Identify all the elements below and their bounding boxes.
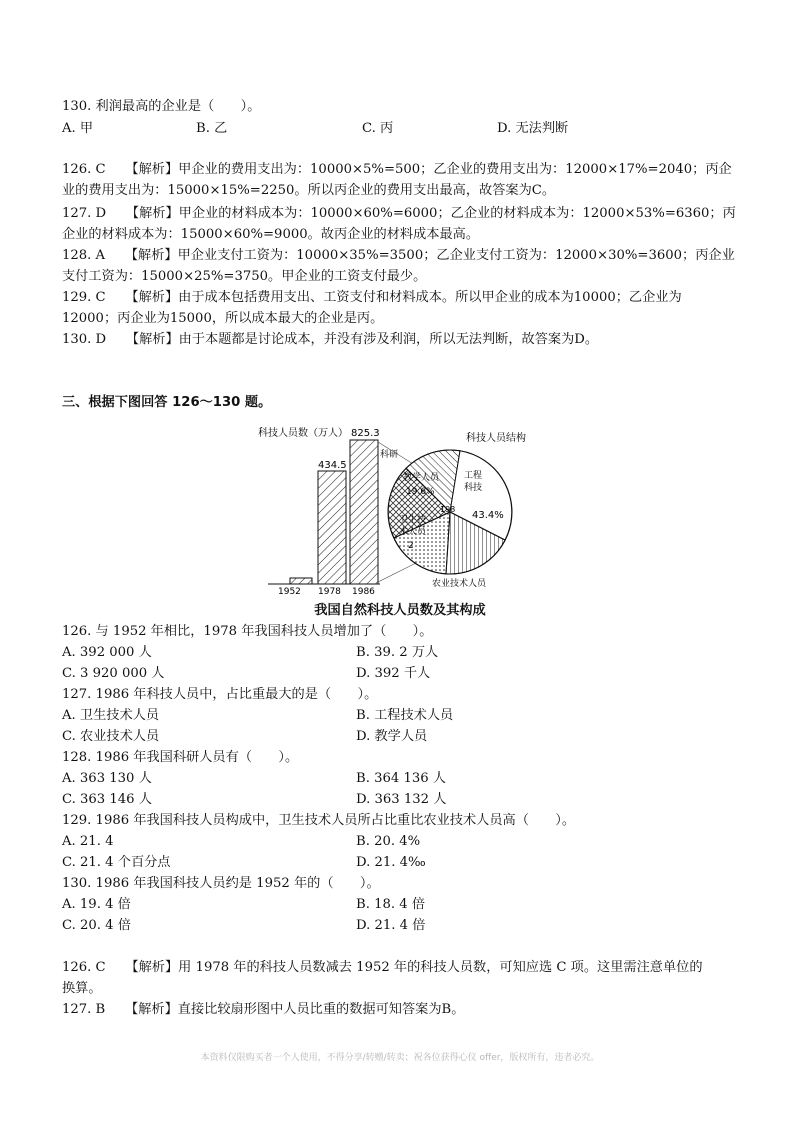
answer2-126-line2: 换算。 (62, 981, 102, 996)
copyright-footer: 本资料仅限购买者一个人使用，不得分享/转赠/转卖；祝各位获得心仪 offer，版权所有，违者必究。 (200, 1053, 600, 1063)
answer-127-line1: 127. D 【解析】甲企业的材料成本为：10000×60%=6000；乙企业的材料成本为：12000×53%=6360；丙 (62, 206, 736, 221)
pie-label-engineering-pct: 43.4% (472, 510, 504, 521)
option-b: B. 乙 (196, 121, 228, 136)
answer-126-line1: 126. C 【解析】甲企业的费用支出为：10000×5%=500；乙企业的费用支出为：12000×17%=2040；丙企 (62, 162, 732, 177)
section-title: 三、根据下图回答 126～130 题。 (62, 395, 272, 410)
pie-label-agriculture: 农业技术人员 (432, 579, 487, 589)
option-c: C. 丙 (362, 121, 394, 136)
bar-value-1986: 825.3 (351, 428, 380, 439)
q127-option-d: D. 教学人员 (356, 729, 428, 744)
q128-option-c: C. 363 146 人 (62, 792, 152, 807)
answer-126-line2: 业的费用支出为：15000×15%=2250。所以丙企业的费用支出最高，故答案为C。 (62, 183, 556, 198)
answer-130-line1: 130. D 【解析】由于本题都是讨论成本，并没有涉及利润，所以无法判断，故答案为D。 (62, 332, 599, 347)
connector-line-bottom (378, 562, 418, 582)
bar-chart-title: 科技人员数（万人） (258, 428, 348, 439)
q126-option-c: C. 3 920 000 人 (62, 666, 165, 681)
answer2-126-line1: 126. C 【解析】用 1978 年的科技人员数减去 1952 年的科技人员数，可知应选 C 项。这里需注意单位的 (62, 960, 703, 975)
bar-1978 (318, 471, 346, 584)
chart-figure (250, 412, 550, 597)
answer-129-line1: 129. C 【解析】由于成本包括费用支出、工资支付和材料成本。所以甲企业的成本为10000；乙企业为 (62, 290, 682, 305)
bar-year-1952: 1952 (278, 587, 301, 597)
q129-option-d: D. 21. 4‰ (356, 855, 426, 870)
answer2-127-line1: 127. B 【解析】直接比较扇形图中人员比重的数据可知答案为B。 (62, 1002, 465, 1017)
bar-1986 (350, 440, 378, 584)
q128-option-a: A. 363 130 人 (62, 771, 152, 786)
pie-label-teaching-pct: 19.6% (406, 487, 435, 497)
q126-option-a: A. 392 000 人 (62, 645, 152, 660)
option-a: A. 甲 (62, 121, 94, 136)
bar-year-1978: 1978 (318, 587, 341, 597)
q130-option-b: B. 18. 4 倍 (356, 897, 426, 912)
q127-option-a: A. 卫生技术人员 (62, 708, 160, 723)
pie-label-teaching: 教学人员 (403, 473, 440, 483)
bar-1952 (290, 578, 312, 584)
option-d: D. 无法判断 (497, 121, 569, 136)
q129-option-a: A. 21. 4 (62, 834, 114, 849)
q130-option-d: D. 21. 4 倍 (356, 918, 426, 933)
question-130-stem: 130. 利润最高的企业是（ ）。 (62, 99, 261, 114)
pie-label-health-pct-partial: 2 (408, 541, 414, 551)
q130-option-c: C. 20. 4 倍 (62, 918, 131, 933)
q129-option-b: B. 20. 4% (356, 834, 421, 849)
q126-option-b: B. 39. 2 万人 (356, 645, 439, 660)
keyan-label: 科研 (380, 450, 399, 460)
pie-label-health-2: 术人员 (399, 527, 427, 537)
q129-stem: 129. 1986 年我国科技人员构成中，卫生技术人员所占比重比农业技术人员高（ ）。 (62, 813, 576, 828)
q130-option-a: A. 19. 4 倍 (62, 897, 131, 912)
q126-option-d: D. 392 千人 (356, 666, 431, 681)
q127-option-b: B. 工程技术人员 (356, 708, 454, 723)
pie-label-engineering-1: 工程 (464, 471, 483, 481)
q126-stem: 126. 与 1952 年相比，1978 年我国科技人员增加了（ ）。 (62, 624, 433, 639)
q127-stem: 127. 1986 年科技人员中，占比重最大的是（ ）。 (62, 687, 378, 702)
answer-128-line1: 128. A 【解析】甲企业支付工资为：10000×35%=3500；乙企业支付工资为：12000×30%=3600；丙企业 (62, 248, 735, 263)
pie-chart-title: 科技人员结构 (466, 433, 526, 444)
answer-129-line2: 12000；丙企业为15000，所以成本最大的企业是丙。 (62, 311, 384, 326)
q128-stem: 128. 1986 年我国科研人员有（ ）。 (62, 750, 299, 765)
q128-option-d: D. 363 132 人 (356, 792, 447, 807)
q129-option-c: C. 21. 4 个百分点 (62, 855, 171, 870)
bar-year-1986: 1986 (352, 587, 375, 597)
q127-option-c: C. 农业技术人员 (62, 729, 160, 744)
answer-128-line2: 支付工资为：15000×25%=3750。甲企业的工资支付最少。 (62, 269, 427, 284)
bar-value-1978: 434.5 (318, 460, 347, 471)
answer-127-line2: 企业的材料成本为：15000×60%=9000。故丙企业的材料成本最高。 (62, 227, 480, 242)
pie-label-engineering-2: 科技 (464, 483, 483, 493)
chart-caption: 我国自然科技人员数及其构成 (314, 603, 486, 618)
q128-option-b: B. 364 136 人 (356, 771, 446, 786)
pie-label-health-1: 卫生技 (399, 515, 427, 525)
pie-label-year-partial: 198 (440, 505, 456, 514)
q130-stem: 130. 1986 年我国科技人员约是 1952 年的（ ）。 (62, 876, 380, 891)
